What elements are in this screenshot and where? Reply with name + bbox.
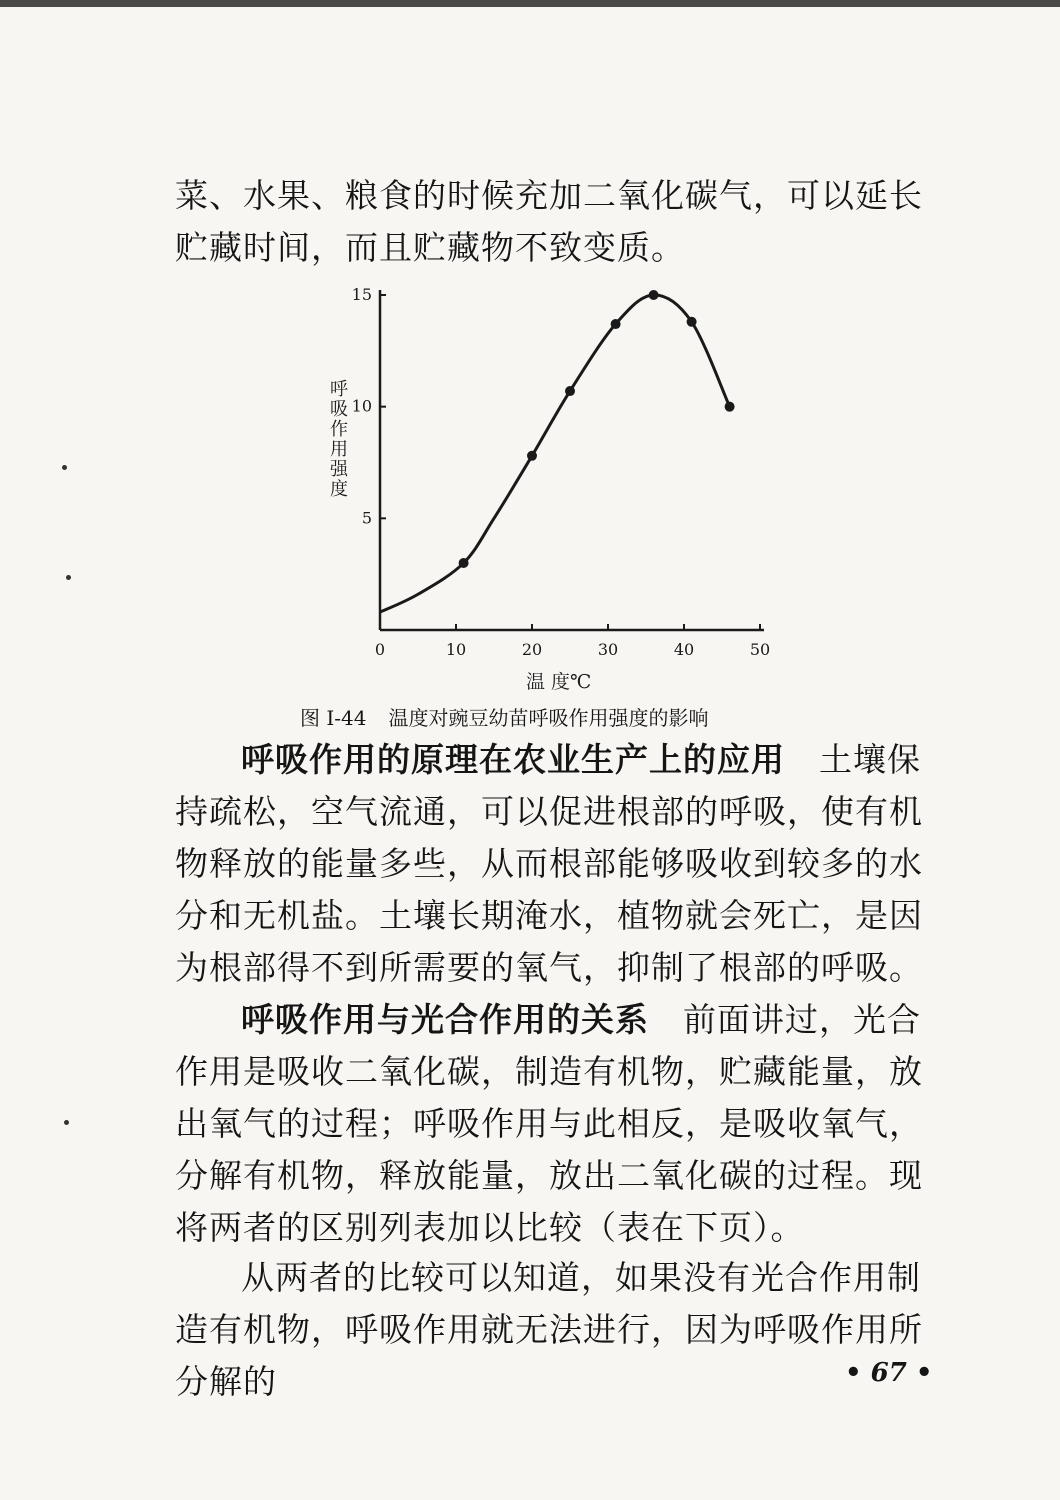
- section-body: 土壤保持疏松，空气流通，可以促进根部的呼吸，使有机物释放的能量多些，从而根部能够吸收到较多的水分和无机盐。土壤长期淹水，植物就会死亡，是因为根部得不到所需要的氧气，抑制了根部的呼吸。: [175, 740, 923, 987]
- print-speck: [62, 465, 67, 470]
- chart-axes: [380, 290, 764, 630]
- respiration-temperature-chart: [300, 280, 800, 700]
- top-border-rule: [0, 0, 1060, 7]
- series-line: [380, 295, 730, 612]
- page-number: • 67 •: [845, 1358, 933, 1388]
- y-axis-label: [330, 379, 349, 500]
- figure-title: 温度对豌豆幼苗呼吸作用强度的影响: [388, 706, 709, 730]
- section-heading: 呼吸作用与光合作用的关系: [241, 1000, 649, 1039]
- y-tick-label: 10: [351, 396, 372, 416]
- x-axis-label: 温 度℃: [525, 671, 592, 693]
- y-axis-label-char: 吸: [330, 399, 348, 420]
- x-tick-label: 0: [374, 640, 386, 659]
- intro-paragraph: 菜、水果、粮食的时候充加二氧化碳气，可以延长贮藏时间，而且贮藏物不致变质。: [175, 176, 923, 267]
- y-axis-label-char: 作: [330, 419, 348, 440]
- data-point: [649, 290, 659, 300]
- x-tick-label: 30: [597, 640, 619, 659]
- data-point: [459, 558, 469, 568]
- data-point: [687, 317, 697, 327]
- y-tick-label: 5: [361, 508, 372, 528]
- x-tick-label: 40: [673, 640, 695, 659]
- chart-series: [380, 290, 735, 612]
- y-axis-label-char: 强: [330, 459, 348, 480]
- section-relationship: [175, 994, 940, 1254]
- x-tick-label: 20: [521, 640, 543, 659]
- x-tick-label: 50: [749, 640, 771, 659]
- chart-ticks: [352, 285, 771, 659]
- data-point: [611, 319, 621, 329]
- print-speck: [64, 1120, 69, 1125]
- x-tick-label: 10: [445, 640, 467, 659]
- section-heading: 呼吸作用的原理在农业生产上的应用: [241, 740, 785, 779]
- data-point: [725, 402, 735, 412]
- y-axis-label-char: 呼: [330, 379, 348, 400]
- section-agriculture: [175, 734, 940, 994]
- data-point: [527, 451, 537, 461]
- print-speck: [66, 575, 71, 580]
- y-axis-label-char: 度: [330, 479, 348, 500]
- figure-caption: [300, 705, 860, 731]
- figure-number: 图 I-44: [300, 706, 367, 730]
- y-tick-label: 15: [351, 285, 372, 304]
- closing-paragraph: 从两者的比较可以知道，如果没有光合作用制造有机物，呼吸作用就无法进行，因为呼吸作用所分解的: [175, 1258, 923, 1401]
- section-body: 前面讲过，光合作用是吸收二氧化碳，制造有机物，贮藏能量，放出氧气的过程；呼吸作用与此相反，是吸收氧气，分解有机物，释放能量，放出二氧化碳的过程。现将两者的区别列表加以比较（表在下页）。: [175, 1000, 923, 1247]
- y-axis-label-char: 用: [330, 439, 348, 460]
- data-point: [565, 386, 575, 396]
